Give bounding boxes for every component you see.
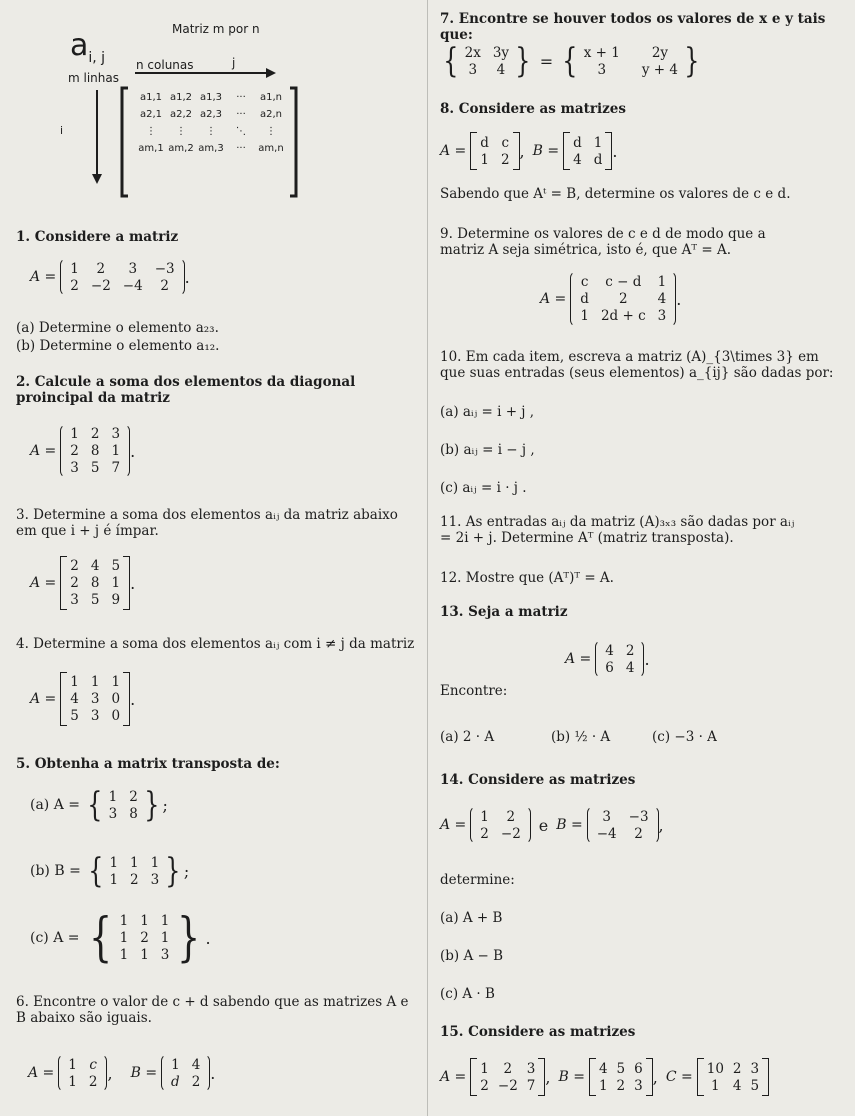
q5a-matrix: (a) A = { 1 2 3 8 } ; bbox=[30, 785, 168, 825]
diagram-rows-label: m linhas bbox=[68, 71, 119, 85]
q1-item-b: (b) Determine o elemento a₁₂. bbox=[16, 338, 220, 354]
diagram-rows-i: i bbox=[60, 124, 64, 137]
q14-item-b: (b) A − B bbox=[440, 948, 504, 964]
diagram-matrix-grid: a1,1 a1,2 a1,3 ··· a1,n a2,1 a2,2 a2,3 ··· a2,n ⋮ ⋮ ⋮ ⋱ ⋮ am,1 am,2 am,3 ··· am,n bbox=[138, 92, 284, 154]
q2-text: 2. Calcule a soma dos elementos da diagonal proincipal da matriz bbox=[16, 374, 356, 406]
q8-text: 8. Considere as matrizes bbox=[440, 101, 626, 117]
q5-text: 5. Obtenha a matrix transposta de: bbox=[16, 756, 280, 772]
q5b-matrix: (b) B = { 1 1 1 1 2 3 } ; bbox=[30, 851, 190, 891]
q14-item-c: (c) A · B bbox=[440, 986, 495, 1002]
diagram-cols-label: n colunas bbox=[136, 58, 194, 72]
q14-item-a: (a) A + B bbox=[440, 910, 503, 926]
q10-item-c: (c) aᵢⱼ = i · j . bbox=[440, 480, 527, 496]
q2-matrix: A = 1 2 3 2 8 1 3 5 7 . bbox=[30, 426, 136, 476]
q13-find: Encontre: bbox=[440, 683, 508, 699]
q8-matrices: A = d c 1 2 , B = d 1 4 d . bbox=[440, 132, 618, 170]
q4-matrix: A = 1 1 1 4 3 0 5 3 0 . bbox=[30, 674, 136, 724]
q13-item-a: (a) 2 · A bbox=[440, 729, 495, 745]
q10-text: 10. Em cada item, escreva a matriz (A)_{3\times 3} em que suas entradas (seus elementos) a_{ij} são dadas por: bbox=[440, 349, 834, 381]
q1-item-a: (a) Determine o elemento a₂₃. bbox=[16, 320, 219, 336]
q7-equation: { 2x 3y 3 4 } = { x + 1 2y 3 y + 4 } bbox=[443, 41, 700, 81]
q3-matrix: A = 2 4 5 2 8 1 3 5 9 . bbox=[30, 558, 136, 608]
q15-text: 15. Considere as matrizes bbox=[440, 1024, 636, 1040]
q5c-matrix: (c) A = { 1 1 1 1 2 1 1 1 3 } . bbox=[30, 908, 211, 968]
diagram-cols-j: j bbox=[232, 56, 236, 70]
q8-tail: Sabendo que Aᵗ = B, determine os valores de c e d. bbox=[440, 186, 791, 202]
q13-item-b: (b) ½ · A bbox=[551, 729, 611, 745]
q13-matrix: A = 4 2 6 4 . bbox=[565, 640, 650, 678]
column-divider bbox=[427, 0, 428, 1116]
q1-text: 1. Considere a matriz bbox=[16, 229, 179, 245]
q14-matrices: A = 1 2 2 −2 e B = 3 −3 −4 2 , bbox=[440, 806, 664, 844]
q12-text: 12. Mostre que (Aᵀ)ᵀ = A. bbox=[440, 570, 614, 586]
q15-matrices: A = 1 2 3 2 −2 7 , B = 4 5 6 1 2 3 , C = 10 2 3 1 4 5 bbox=[440, 1058, 769, 1096]
q6-text: 6. Encontre o valor de c + d sabendo que as matrizes A e B abaixo são iguais. bbox=[16, 994, 409, 1026]
q11-text: 11. As entradas aᵢⱼ da matriz (A)₃ₓ₃ são dadas por aᵢⱼ = 2i + j. Determine Aᵀ (matriz transposta). bbox=[440, 514, 795, 546]
q6-matrices: A = 1 c 1 2 , B = 1 4 d 2 . bbox=[28, 1054, 215, 1092]
diagram-aij: $a_{i, j}$ bbox=[70, 28, 106, 66]
q10-item-b: (b) aᵢⱼ = i − j , bbox=[440, 442, 535, 458]
q9-matrix: A = c c − d 1 d 2 4 1 2d + c 3 . bbox=[540, 271, 681, 327]
q14-determine: determine: bbox=[440, 872, 515, 888]
q9-text: 9. Determine os valores de c e d de modo que a matriz A seja simétrica, isto é, que Aᵀ = A. bbox=[440, 226, 766, 258]
q3-text: 3. Determine a soma dos elementos aᵢⱼ da matriz abaixo em que i + j é ímpar. bbox=[16, 507, 398, 539]
q4-text: 4. Determine a soma dos elementos aᵢⱼ com i ≠ j da matriz bbox=[16, 636, 415, 652]
q13-item-c: (c) −3 · A bbox=[652, 729, 717, 745]
q14-text: 14. Considere as matrizes bbox=[440, 772, 636, 788]
diagram-title: Matriz m por n bbox=[172, 22, 260, 36]
q1-matrix: A = 1 2 3 −3 2 −2 −4 2 . bbox=[30, 258, 190, 296]
q10-item-a: (a) aᵢⱼ = i + j , bbox=[440, 404, 535, 420]
q7-text: 7. Encontre se houver todos os valores de x e y tais que: bbox=[440, 11, 826, 43]
q13-text: 13. Seja a matriz bbox=[440, 604, 568, 620]
